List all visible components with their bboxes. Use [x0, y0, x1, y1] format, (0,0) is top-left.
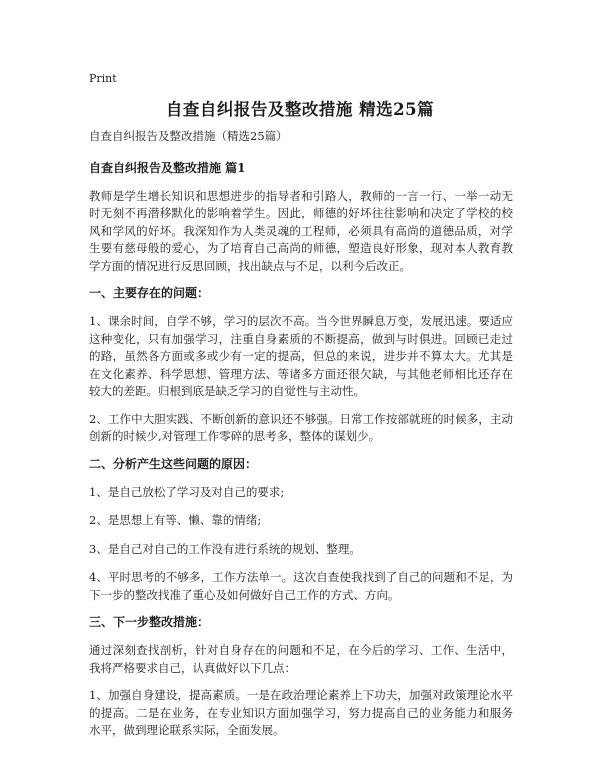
measure-1: 1、加强自身建设，提高素质。一是在政治理论素养上下功夫，加强对政策理论水平的提高。二是在业务，在专业知识方面加强学习，努力提高自己的业务能力和服务水平，做到理论联系实际，全面发展。 [89, 688, 513, 737]
page-title: 自查自纠报告及整改措施 精选25篇 [165, 100, 435, 119]
cause-1: 1、是自己放松了学习及对自己的要求; [89, 484, 285, 499]
measures-intro: 通过深刻查找剖析，针对自身存在的问题和不足，在今后的学习、工作、生活中，我将严格要求自己，认真做好以下几点： [89, 643, 513, 675]
cause-2: 2、是思想上有等、懒、靠的情绪; [89, 513, 262, 527]
heading-problems: 一、主要存在的问题： [89, 286, 210, 300]
print-link[interactable]: Print [89, 72, 117, 85]
document-body [89, 128, 513, 750]
problem-1: 1、课余时间，自学不够，学习的层次不高。当今世界瞬息万变，发展迅速。要适应这种变化，只有加强学习，注重自身素质的不断提高，做到与时俱进。回顾已走过的路，虽然各方面或多或少有一定的提高，但总的来说，进步并不算太大。尤其是在文化素养、科学思想、管理方法、等诸多方面还很欠缺，与其他老师相比还存在较大的差距。归根到底是缺乏学习的自觉性与主动性。 [89, 314, 513, 398]
intro-paragraph: 教师是学生增长知识和思想进步的指导者和引路人，教师的一言一行、一举一动无时无刻不再潜移默化的影响着学生。因此，师德的好坏往往影响和决定了学校的校风和学风的好坏。我深知作为人类灵魂的工程师，必须具有高尚的道德品质，对学生要有慈母般的爱心，为了培育自己高尚的师德，塑造良好形象，现对本人教育教学方面的情况进行反思回顾，找出缺点与不足，以利今后改正。 [89, 188, 513, 273]
heading-causes: 二、分析产生这些问题的原因： [89, 456, 258, 471]
problem-2: 2、工作中大胆实践、不断创新的意识还不够强。日常工作按部就班的时候多，主动创新的时候少,对管理工作零碎的思考多，整体的谋划少。 [89, 411, 513, 443]
cause-3: 3、是自己对自己的工作没有进行系统的规划、整理。 [89, 541, 361, 556]
subtitle: 自查自纠报告及整改措施（精选25篇） [89, 129, 288, 143]
section-title: 自查自纠报告及整改措施 篇1 [89, 160, 246, 175]
heading-measures: 三、下一步整改措施： [89, 615, 210, 629]
cause-4: 4、平时思考的不够多，工作方法单一。这次自查使我找到了自己的问题和不足，为下一步的整改找准了重心及如何做好自己工作的方式、方向。 [89, 570, 513, 602]
